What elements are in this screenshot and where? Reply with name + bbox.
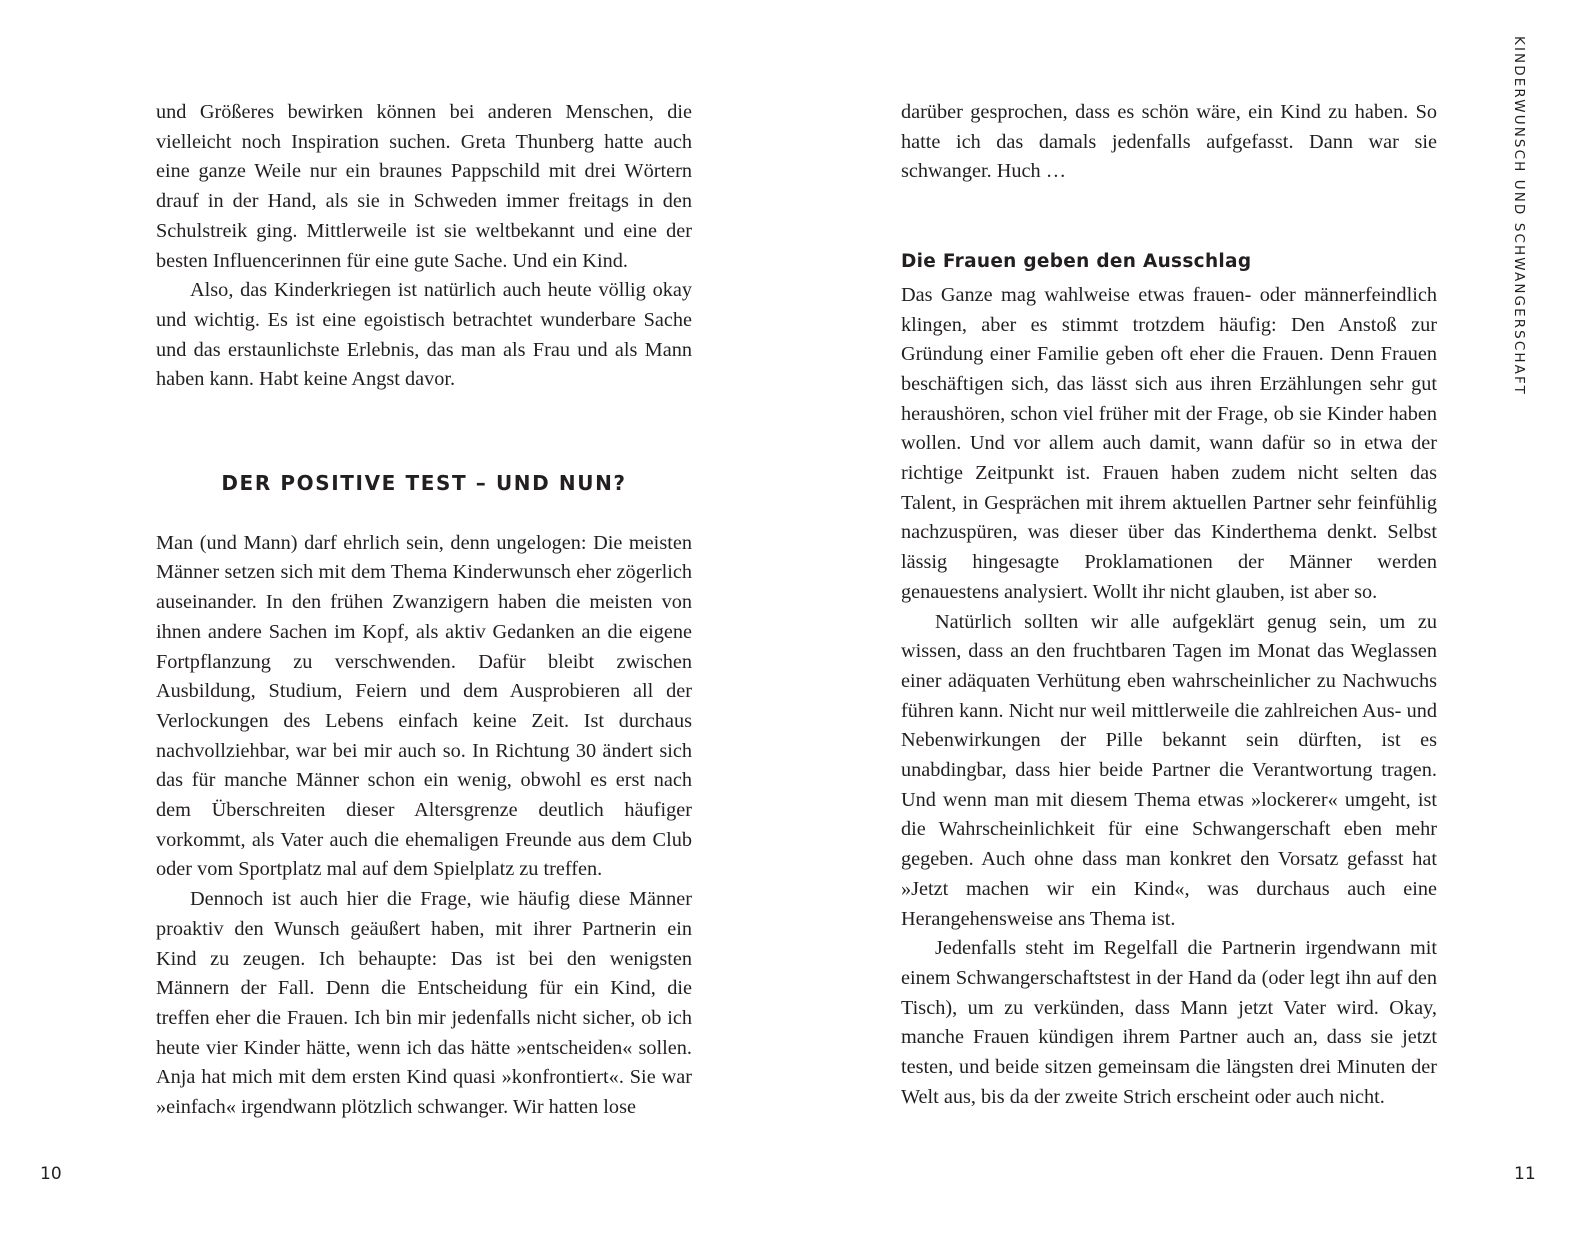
section-subheading: Die Frauen geben den Ausschlag xyxy=(901,251,1252,273)
left-text-column xyxy=(156,98,692,1123)
right-page xyxy=(797,0,1594,1240)
body-paragraph: darüber gesprochen, dass es schön wäre, ein Kind zu haben. So hatte ich das damals jedenfalls aufgefasst. Dann war sie schwanger. Huch … xyxy=(901,101,1437,183)
right-text-column xyxy=(901,98,1437,1113)
body-paragraph: und Größeres bewirken können bei anderen Menschen, die vielleicht noch Inspiration suchen. Greta Thunberg hatte auch eine ganze Weile nur ein braunes Pappschild mit drei Wörtern drauf in der Hand, als sie in Schweden immer freitags in den Schulstreik ging. Mittlerweile ist sie weltbekannt und eine der besten Influencerinnen für eine gute Sache. Und ein Kind. xyxy=(156,101,692,272)
body-paragraph: Jedenfalls steht im Regelfall die Partnerin irgendwann mit einem Schwangerschaftstest in der Hand da (oder legt ihn auf den Tisch), um zu verkünden, dass Mann jetzt Vater wird. Okay, manche Frauen kündigen ihrem Partner auch an, dass sie jetzt testen, und beide sitzen gemeinsam die längsten drei Minuten der Welt aus, bis da der zweite Strich erscheint oder auch nicht. xyxy=(901,937,1437,1108)
body-paragraph: Natürlich sollten wir alle aufgeklärt genug sein, um zu wissen, dass an den fruchtbaren Tagen im Monat das Weglassen einer adäquaten Verhütung eben wahrscheinlicher zu Nachwuchs führen kann. Nicht nur weil mittlerweile die zahlreichen Aus- und Nebenwirkungen der Pille bekannt sein dürften, ist es unabdingbar, dass hier beide Partner die Verantwortung tragen. Und wenn man mit diesem Thema etwas »lockerer« umgeht, ist die Wahrscheinlichkeit für eine Schwangerschaft eben mehr gegeben. Auch ohne dass man konkret den Vorsatz gefasst hat »Jetzt machen wir ein Kind«, was durchaus auch eine Herangehensweise ans Thema ist. xyxy=(901,610,1437,930)
running-head-text: KINDERWUNSCH UND SCHWANGERSCHAFT xyxy=(1511,36,1527,396)
body-paragraph: Das Ganze mag wahlweise etwas frauen- oder männerfeindlich klingen, aber es stimmt trotzdem häufig: Den Anstoß zur Gründung einer Familie geben oft eher die Frauen. Denn Frauen beschäftigen sich, das lässt sich aus ihren Erzählungen sehr gut heraushören, schon viel früher mit der Frage, ob sie Kinder haben wollen. Und vor allem auch damit, wann dafür so in etwa der richtige Zeitpunkt ist. Frauen haben zudem nicht selten das Talent, in Gesprächen mit ihrem aktuellen Partner sehr feinfühlig nachzuspüren, was dieser über das Kinderthema denkt. Selbst lässig hingesagte Proklamationen der Männer werden genauestens analysiert. Wollt ihr nicht glauben, ist aber so. xyxy=(901,283,1437,603)
page-number-left: 10 xyxy=(40,1164,62,1184)
body-paragraph: Also, das Kinderkriegen ist natürlich auch heute völlig okay und wichtig. Es ist eine egoistisch betrachtet wunderbare Sache und das erstaunlichste Erlebnis, das man als Frau und als Mann haben kann. Habt keine Angst davor. xyxy=(156,279,692,391)
body-paragraph: Dennoch ist auch hier die Frage, wie häufig diese Männer proaktiv den Wunsch geäußert haben, mit ihrer Partnerin ein Kind zu zeugen. Ich behaupte: Das ist bei den wenigsten Männern der Fall. Denn die Entscheidung für ein Kind, die treffen eher die Frauen. Ich bin mir jedenfalls nicht sicher, ob ich heute vier Kinder hätte, wenn ich das hätte »entscheiden« sollen. Anja hat mich mit dem ersten Kind quasi »konfrontiert«. Sie war »einfach« irgendwann plötzlich schwanger. Wir hatten lose xyxy=(156,888,692,1119)
chapter-heading: DER POSITIVE TEST – UND NUN? xyxy=(221,471,627,496)
running-head xyxy=(1507,36,1531,396)
page-number-right: 11 xyxy=(1514,1164,1536,1184)
body-paragraph: Man (und Mann) darf ehrlich sein, denn ungelogen: Die meisten Männer setzen sich mit dem Thema Kinderwunsch eher zögerlich auseinander. In den frühen Zwanzigern haben die meisten von ihnen andere Sachen im Kopf, als aktiv Gedanken an die eigene Fortpflanzung zu verschwenden. Dafür bleibt zwischen Ausbildung, Studium, Feiern und dem Ausprobieren all der Verlockungen des Lebens einfach keine Zeit. Ist durchaus nachvollziehbar, war bei mir auch so. In Richtung 30 ändert sich das für manche Männer schon ein wenig, obwohl es erst nach dem Überschreiten dieser Altersgrenze deutlich häufiger vorkommt, als Vater auch die ehemaligen Freunde aus dem Club oder vom Sportplatz mal auf dem Spielplatz zu treffen. xyxy=(156,531,692,881)
